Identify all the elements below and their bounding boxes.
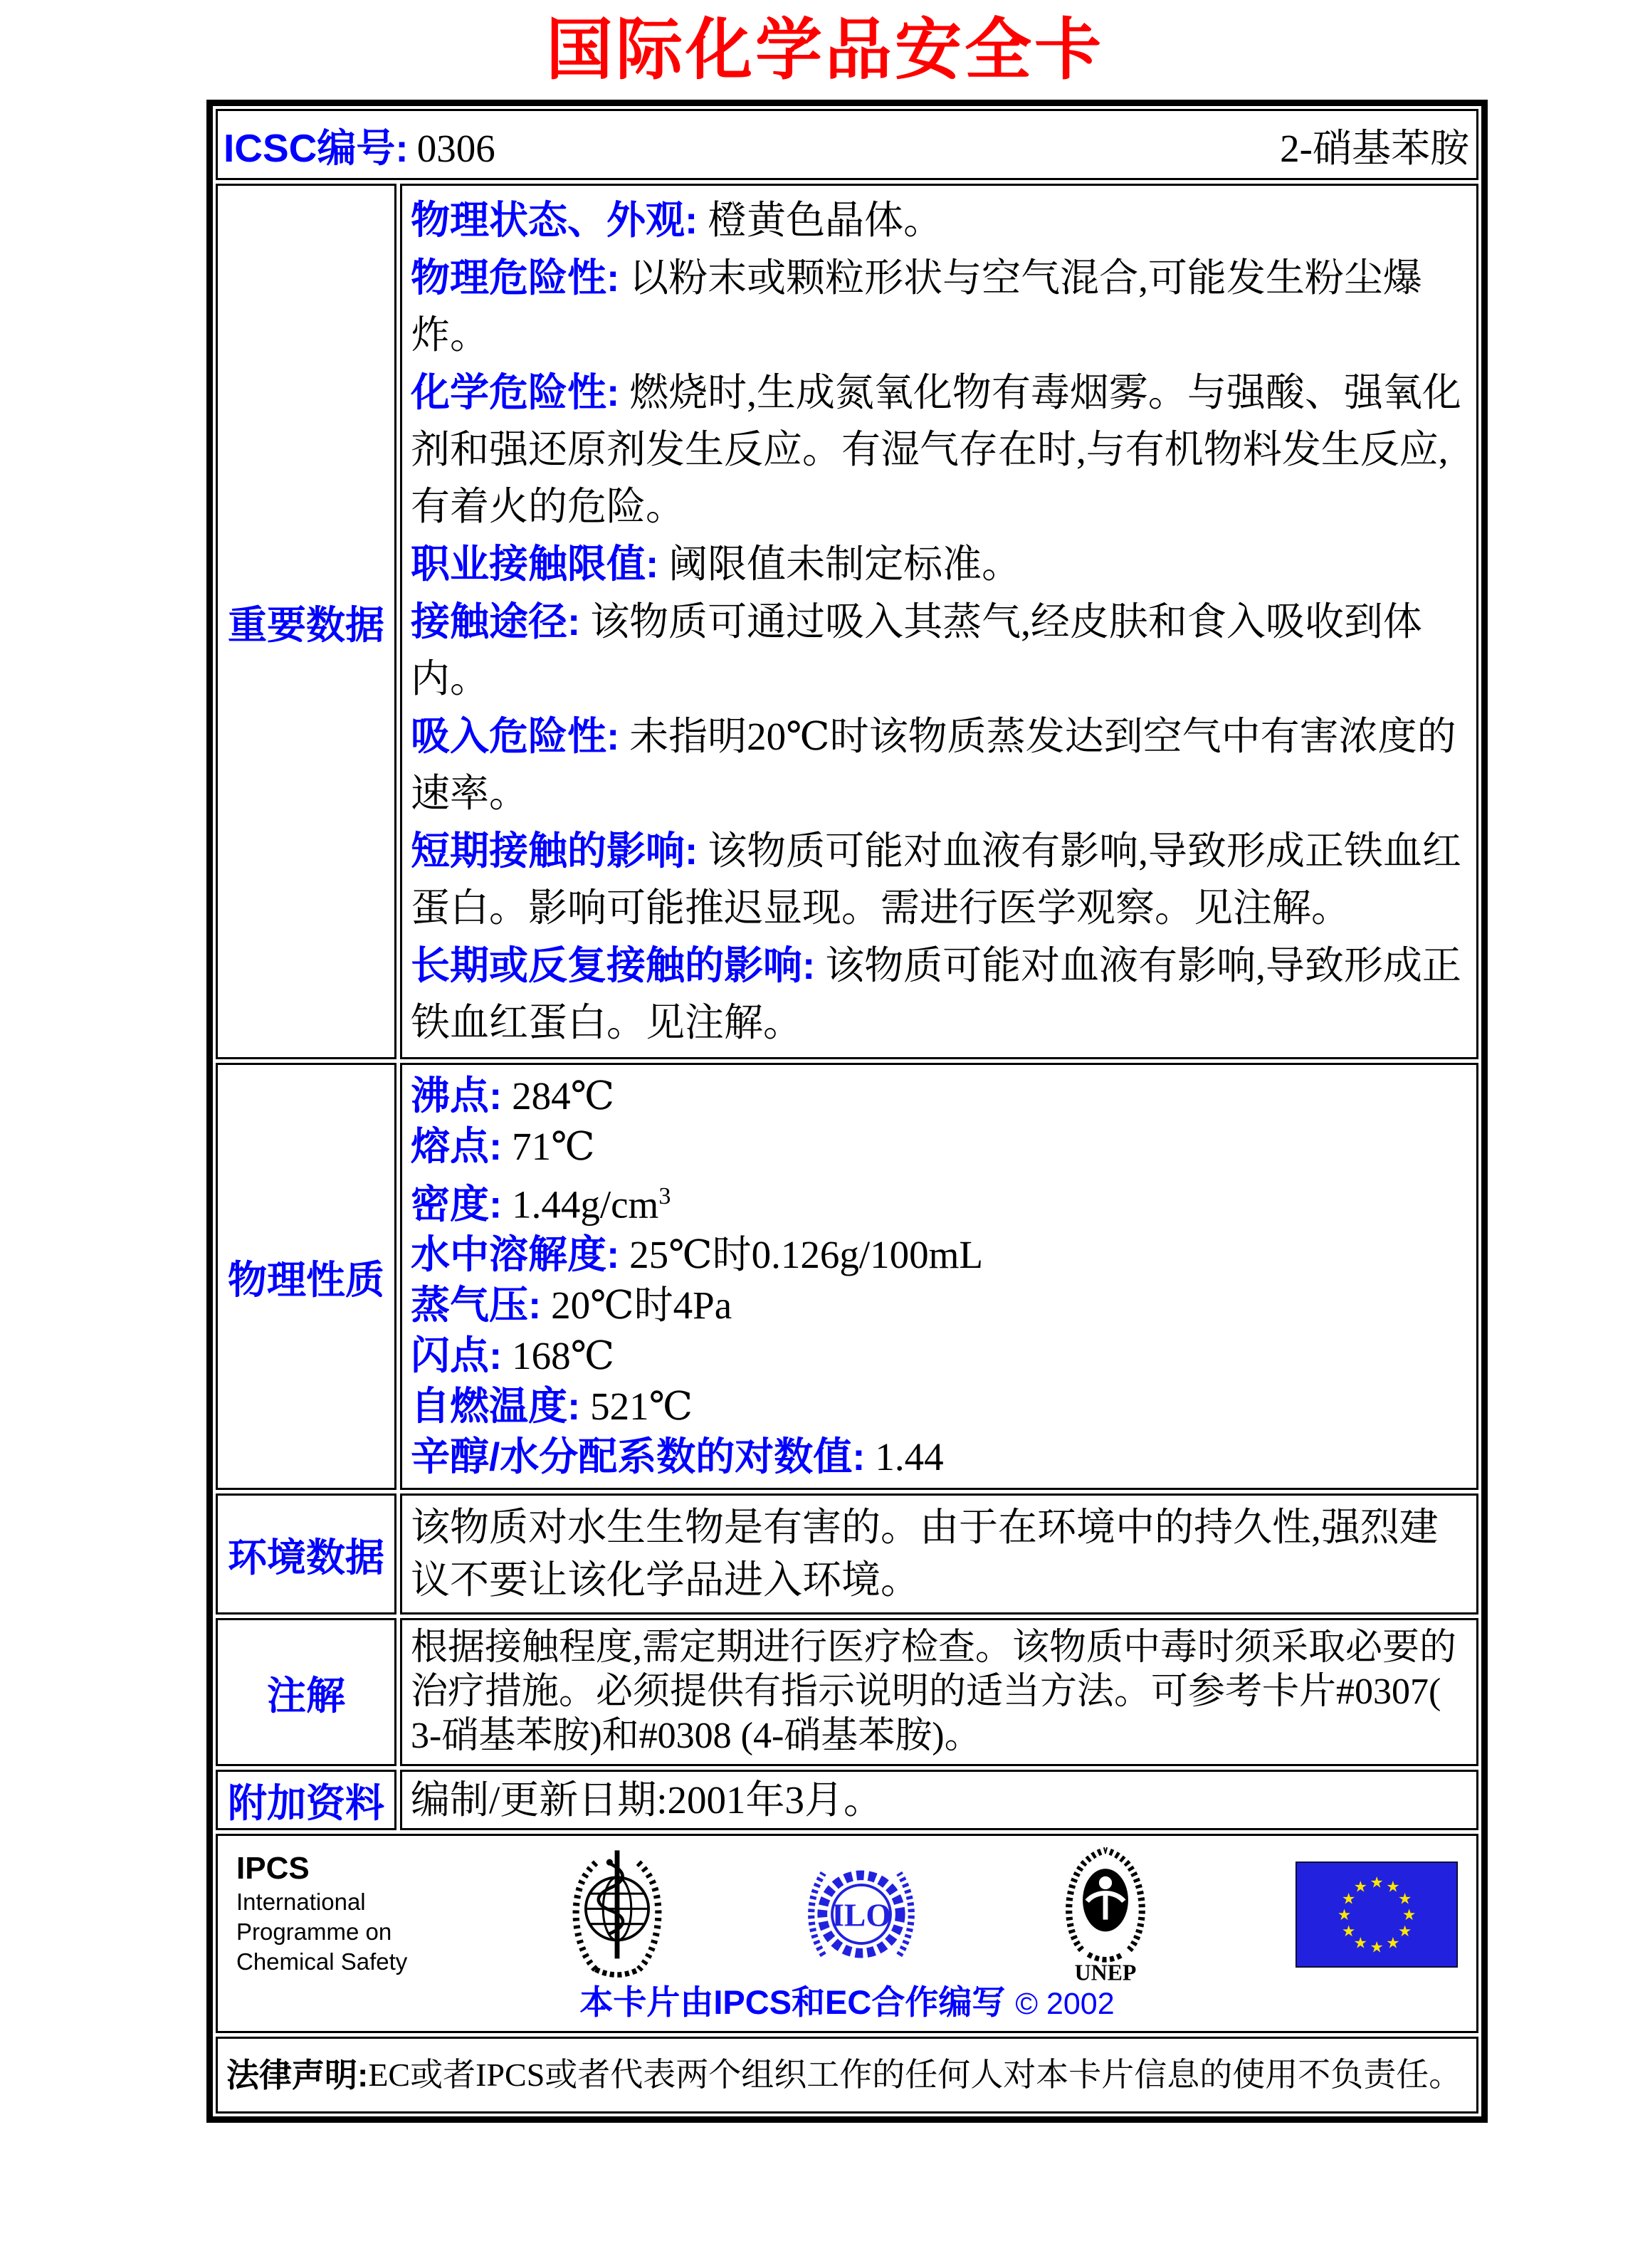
section-content (400, 184, 1478, 1059)
content-paragraph (411, 1229, 1465, 1280)
page-title: 国际化学品安全卡 (545, 14, 1104, 88)
svg-text:ILO: ILO (831, 1897, 891, 1934)
icsc-number-label: ICSC编号: (224, 125, 409, 170)
content-paragraph (411, 1071, 1465, 1121)
svg-text:★: ★ (1341, 1922, 1356, 1940)
section-label: 环境数据 (216, 1493, 396, 1615)
svg-text:★: ★ (1397, 1890, 1412, 1908)
section-label: 附加资料 (216, 1770, 396, 1830)
section-label: 物理性质 (216, 1063, 396, 1490)
card-header-row (216, 109, 1478, 180)
content-paragraph (411, 364, 1465, 535)
ipcs-text-block (236, 1846, 427, 1977)
field-label: 物理状态、外观: (411, 198, 698, 242)
ilo-logo-wrap (807, 1860, 915, 1968)
svg-text:★: ★ (1386, 1934, 1400, 1952)
field-text: 根据接触程度,需定期进行医疗检查。该物质中毒时须采取必要的治疗措施。必须提供有指示说明的适当方法。可参考卡片#0307( 3-硝基苯胺)和#0308 (4-硝基苯胺)。 (411, 1627, 1457, 1757)
content-paragraph (411, 937, 1465, 1051)
field-text: 燃烧时,生成氮氧化物有毒烟雾。与强酸、强氧化剂和强还原剂发生反应。有湿气存在时,与有机物料发生反应,有着火的危险。 (411, 371, 1461, 528)
field-text: 3 (658, 1183, 671, 1209)
field-label: 长期或反复接触的影响: (411, 943, 816, 987)
who-logo-icon (563, 1846, 671, 1983)
field-text: 该物质可能对血液有影响,导致形成正铁血红蛋白。见注解。 (411, 944, 1461, 1044)
content-paragraph (411, 1501, 1465, 1607)
field-text: 编制/更新日期:2001年3月。 (411, 1778, 883, 1822)
section-row (216, 184, 1478, 1059)
unep-logo-icon (1051, 1846, 1160, 1983)
section-label: 注解 (216, 1618, 396, 1766)
icsc-card (206, 100, 1488, 2123)
field-text: 20℃时4Pa (541, 1283, 732, 1328)
field-label: 物理危险性: (411, 256, 620, 300)
field-label: 接触途径: (411, 599, 581, 644)
svg-text:★: ★ (1353, 1878, 1367, 1896)
svg-text:UNEP: UNEP (1074, 1960, 1137, 1983)
icsc-number-value: 0306 (416, 126, 495, 170)
svg-text:★: ★ (1370, 1938, 1384, 1956)
content-paragraph (411, 1172, 1465, 1229)
content-paragraph (411, 822, 1465, 937)
content-paragraph (411, 1778, 883, 1822)
field-text: 阈限值未制定标准。 (658, 542, 1021, 586)
field-label: 辛醇/水分配系数的对数值: (411, 1434, 866, 1479)
field-text: 1.44 (865, 1435, 944, 1479)
svg-text:★: ★ (1370, 1874, 1384, 1891)
icsc-number-group (224, 117, 495, 173)
footer-caption (236, 1983, 1458, 2025)
content-paragraph (411, 249, 1465, 364)
section-row (216, 1493, 1478, 1615)
field-text: 该物质对水生生物是有害的。由于在环境中的持久性,强烈建议不要让该化学品进入环境。 (411, 1506, 1439, 1602)
section-content (400, 1618, 1478, 1766)
section-content (400, 1770, 1478, 1830)
content-paragraph (411, 1626, 1465, 1758)
content-paragraph (411, 1330, 1465, 1381)
svg-text:★: ★ (1353, 1934, 1367, 1952)
field-label: 短期接触的影响: (411, 829, 698, 873)
field-label: 熔点: (411, 1124, 503, 1168)
caption-year: © 2002 (1015, 1987, 1115, 2022)
content-paragraph (411, 1381, 1465, 1432)
logos-row (216, 1834, 1478, 2033)
field-text: 橙黄色晶体。 (698, 199, 943, 242)
logo-strip (236, 1846, 1458, 1983)
section-content (400, 1063, 1478, 1490)
caption-main: 本卡片由IPCS和EC合作编写 (579, 1983, 1006, 2022)
field-text: 该物质可能对血液有影响,导致形成正铁血红蛋白。影响可能推迟显现。需进行医学观察。见注解。 (411, 829, 1461, 930)
content-paragraph (411, 535, 1465, 593)
field-text: 未指明20℃时该物质蒸发达到空气中有害浓度的速率。 (411, 715, 1456, 815)
ilo-logo-icon (807, 1860, 915, 1968)
svg-text:★: ★ (1341, 1890, 1356, 1908)
legal-text: EC或者IPCS或者代表两个组织工作的任何人对本卡片信息的使用不负责任。 (368, 2057, 1462, 2094)
section-row (216, 1618, 1478, 1766)
legal-label: 法律声明: (226, 2057, 369, 2094)
content-paragraph (411, 1121, 1465, 1172)
section-row (216, 1063, 1478, 1490)
svg-text:★: ★ (1337, 1906, 1351, 1923)
chemical-name: 2-硝基苯胺 (1280, 126, 1469, 170)
field-text: 1.44g/cm (502, 1182, 659, 1227)
svg-text:★: ★ (1397, 1922, 1412, 1940)
field-text: 284℃ (502, 1074, 615, 1118)
legal-row (216, 2037, 1478, 2114)
content-paragraph (411, 708, 1465, 822)
svg-text:★: ★ (1402, 1906, 1417, 1923)
field-label: 蒸气压: (411, 1283, 542, 1328)
content-paragraph (411, 1280, 1465, 1330)
ipcs-title: IPCS (236, 1851, 310, 1886)
field-label: 闪点: (411, 1333, 503, 1378)
content-paragraph (411, 593, 1465, 708)
field-label: 水中溶解度: (411, 1232, 620, 1277)
ipcs-line: Chemical Safety (236, 1948, 408, 1975)
section-label: 重要数据 (216, 184, 396, 1059)
field-text: 521℃ (580, 1385, 693, 1429)
field-text: 以粉末或颗粒形状与空气混合,可能发生粉尘爆炸。 (411, 256, 1422, 357)
field-label: 吸入危险性: (411, 714, 620, 758)
ipcs-line: Programme on (236, 1918, 392, 1946)
field-text: 25℃时0.126g/100mL (619, 1233, 984, 1277)
eu-flag-icon (1296, 1862, 1458, 1968)
section-row (216, 1770, 1478, 1830)
field-label: 密度: (411, 1182, 503, 1227)
field-text: 该物质可通过吸入其蒸气,经皮肤和食入吸收到体内。 (411, 600, 1422, 700)
field-label: 自燃温度: (411, 1384, 581, 1429)
field-label: 化学危险性: (411, 370, 620, 414)
section-content (400, 1493, 1478, 1615)
field-text: 71℃ (502, 1125, 595, 1168)
field-text: 168℃ (502, 1334, 615, 1378)
content-paragraph (411, 191, 1465, 249)
field-label: 职业接触限值: (411, 542, 659, 586)
field-label: 沸点: (411, 1073, 503, 1118)
svg-text:★: ★ (1386, 1878, 1400, 1896)
content-paragraph (411, 1432, 1465, 1482)
ipcs-line: International (236, 1889, 366, 1916)
